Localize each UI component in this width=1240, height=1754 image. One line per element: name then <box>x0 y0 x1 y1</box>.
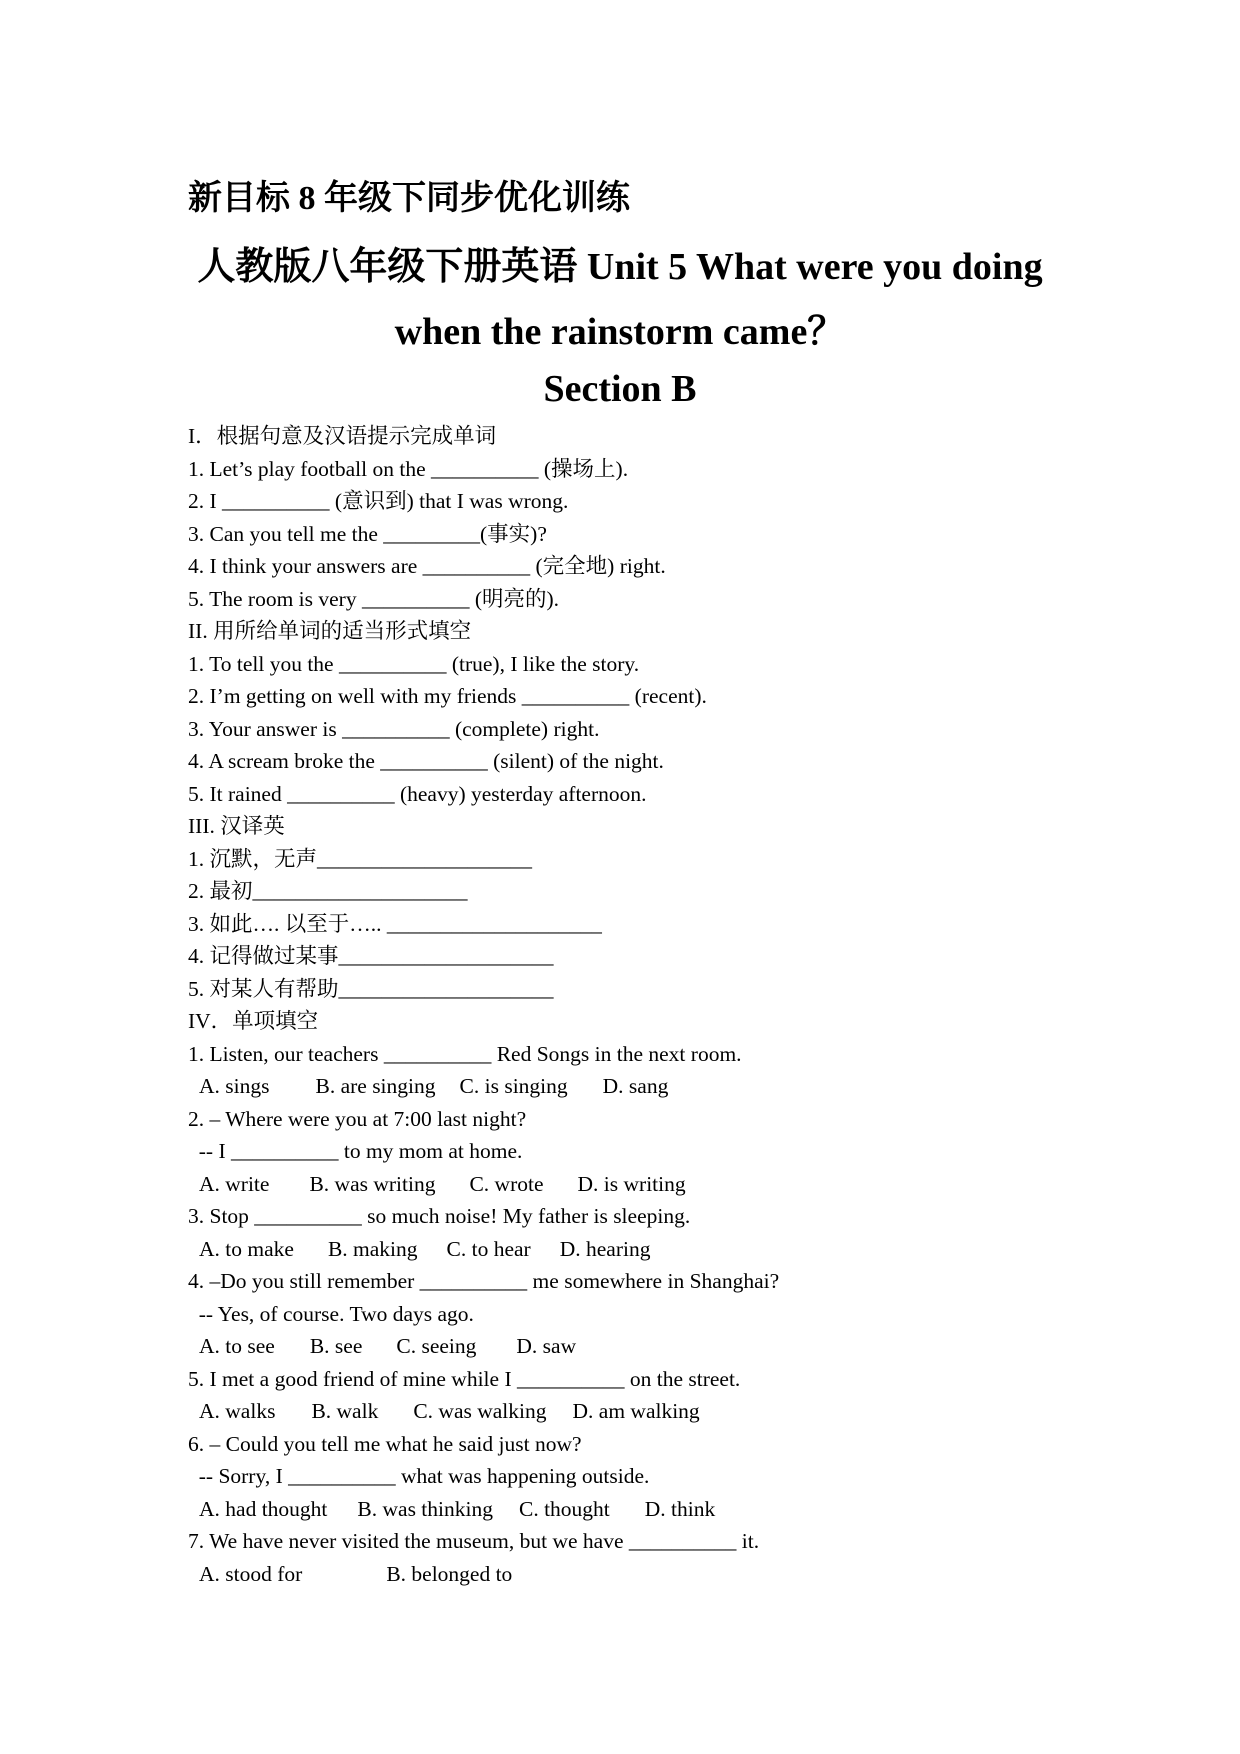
exercise-item: 4. 记得做过某事____________________ <box>188 944 554 968</box>
question-stem: 1. Listen, our teachers __________ Red Songs in the next room. <box>188 1041 742 1066</box>
answer-option: C. thought <box>518 1496 610 1521</box>
answer-option: C. wrote <box>469 1171 544 1196</box>
answer-options <box>188 1070 1168 1103</box>
answer-option: D. think <box>644 1496 716 1521</box>
section-heading: IV．单项填空 <box>188 1009 319 1033</box>
answer-option: A. stood for <box>199 1561 303 1586</box>
answer-option: A. write <box>199 1171 270 1196</box>
question-response: -- Sorry, I __________ what was happening outside. <box>188 1464 650 1488</box>
answer-option: B. belonged to <box>386 1561 513 1586</box>
answer-option: B. making <box>327 1236 418 1261</box>
title-line-2: when the rainstorm came？ <box>394 311 846 353</box>
question-stem: 2. – Where were you at 7:00 last night? <box>188 1106 527 1131</box>
exercise-item: 1. Let’s play football on the __________ (操场上). <box>188 456 629 481</box>
question-stem: 4. –Do you still remember __________ me somewhere in Shanghai? <box>188 1269 780 1293</box>
answer-option: A. had thought <box>199 1496 328 1521</box>
question-response: -- Yes, of course. Two days ago. <box>188 1301 474 1326</box>
exercise-item: 2. 最初____________________ <box>188 879 468 903</box>
exercise-item: 4. A scream broke the __________ (silent) of the night. <box>188 749 664 773</box>
answer-option: C. was walking <box>413 1399 547 1423</box>
question-response: -- I __________ to my mom at home. <box>188 1139 523 1163</box>
answer-option: C. to hear <box>446 1236 531 1261</box>
answer-option: C. seeing <box>396 1334 477 1358</box>
section-heading: II. 用所给单词的适当形式填空 <box>188 619 472 643</box>
exercise-item: 2. I __________ (意识到) that I was wrong. <box>188 489 569 513</box>
multiple-choice-list <box>188 1038 1168 1591</box>
title-line-1: 人教版八年级下册英语 Unit 5 What were you doing <box>197 246 1043 288</box>
section-heading: III. 汉译英 <box>188 814 285 838</box>
answer-option: D. hearing <box>559 1236 651 1261</box>
answer-option: D. is writing <box>577 1171 686 1196</box>
section-heading: I．根据句意及汉语提示完成单词 <box>188 424 497 448</box>
exercise-item: 3. Can you tell me the _________(事实)? <box>188 521 547 546</box>
answer-options <box>188 1395 1168 1428</box>
exercise-item: 5. 对某人有帮助____________________ <box>188 976 554 1001</box>
answer-options <box>188 1233 1168 1266</box>
answer-option: D. am walking <box>572 1399 700 1423</box>
question-stem: 7. We have never visited the museum, but we have __________ it. <box>188 1529 760 1553</box>
answer-option: A. walks <box>199 1399 276 1423</box>
exercise-body <box>188 420 1168 1590</box>
exercise-item: 3. 如此…. 以至于….. ____________________ <box>188 911 602 936</box>
answer-option: A. to make <box>199 1236 294 1261</box>
answer-option: C. is singing <box>459 1074 568 1098</box>
answer-options <box>188 1558 1168 1591</box>
exercise-item: 5. It rained __________ (heavy) yesterday afternoon. <box>188 781 647 806</box>
exercise-item: 4. I think your answers are __________ (完全地) right. <box>188 554 666 578</box>
answer-option: D. saw <box>516 1334 577 1358</box>
section-title: Section B <box>543 368 697 410</box>
question-stem: 3. Stop __________ so much noise! My father is sleeping. <box>188 1204 691 1228</box>
exercise-item: 2. I’m getting on well with my friends __________ (recent). <box>188 684 707 708</box>
series-header: 新目标 8 年级下同步优化训练 <box>188 180 630 217</box>
exercise-item: 1. To tell you the __________ (true), I like the story. <box>188 651 640 676</box>
answer-option: B. was thinking <box>357 1496 493 1521</box>
answer-option: B. see <box>309 1334 363 1358</box>
answer-option: D. sang <box>602 1074 669 1098</box>
answer-option: A. to see <box>199 1334 275 1358</box>
answer-option: B. was writing <box>309 1171 436 1196</box>
answer-option: B. are singing <box>315 1074 436 1098</box>
exercise-item: 3. Your answer is __________ (complete) right. <box>188 716 600 741</box>
question-stem: 6. – Could you tell me what he said just now? <box>188 1431 582 1456</box>
exercise-item: 1. 沉默，无声____________________ <box>188 846 533 871</box>
answer-options <box>188 1493 1168 1526</box>
answer-options <box>188 1168 1168 1201</box>
answer-option: A. sings <box>199 1074 270 1098</box>
answer-options <box>188 1330 1168 1363</box>
question-stem: 5. I met a good friend of mine while I __________ on the street. <box>188 1366 741 1391</box>
answer-option: B. walk <box>311 1399 379 1423</box>
exercise-item: 5. The room is very __________ (明亮的). <box>188 586 560 611</box>
